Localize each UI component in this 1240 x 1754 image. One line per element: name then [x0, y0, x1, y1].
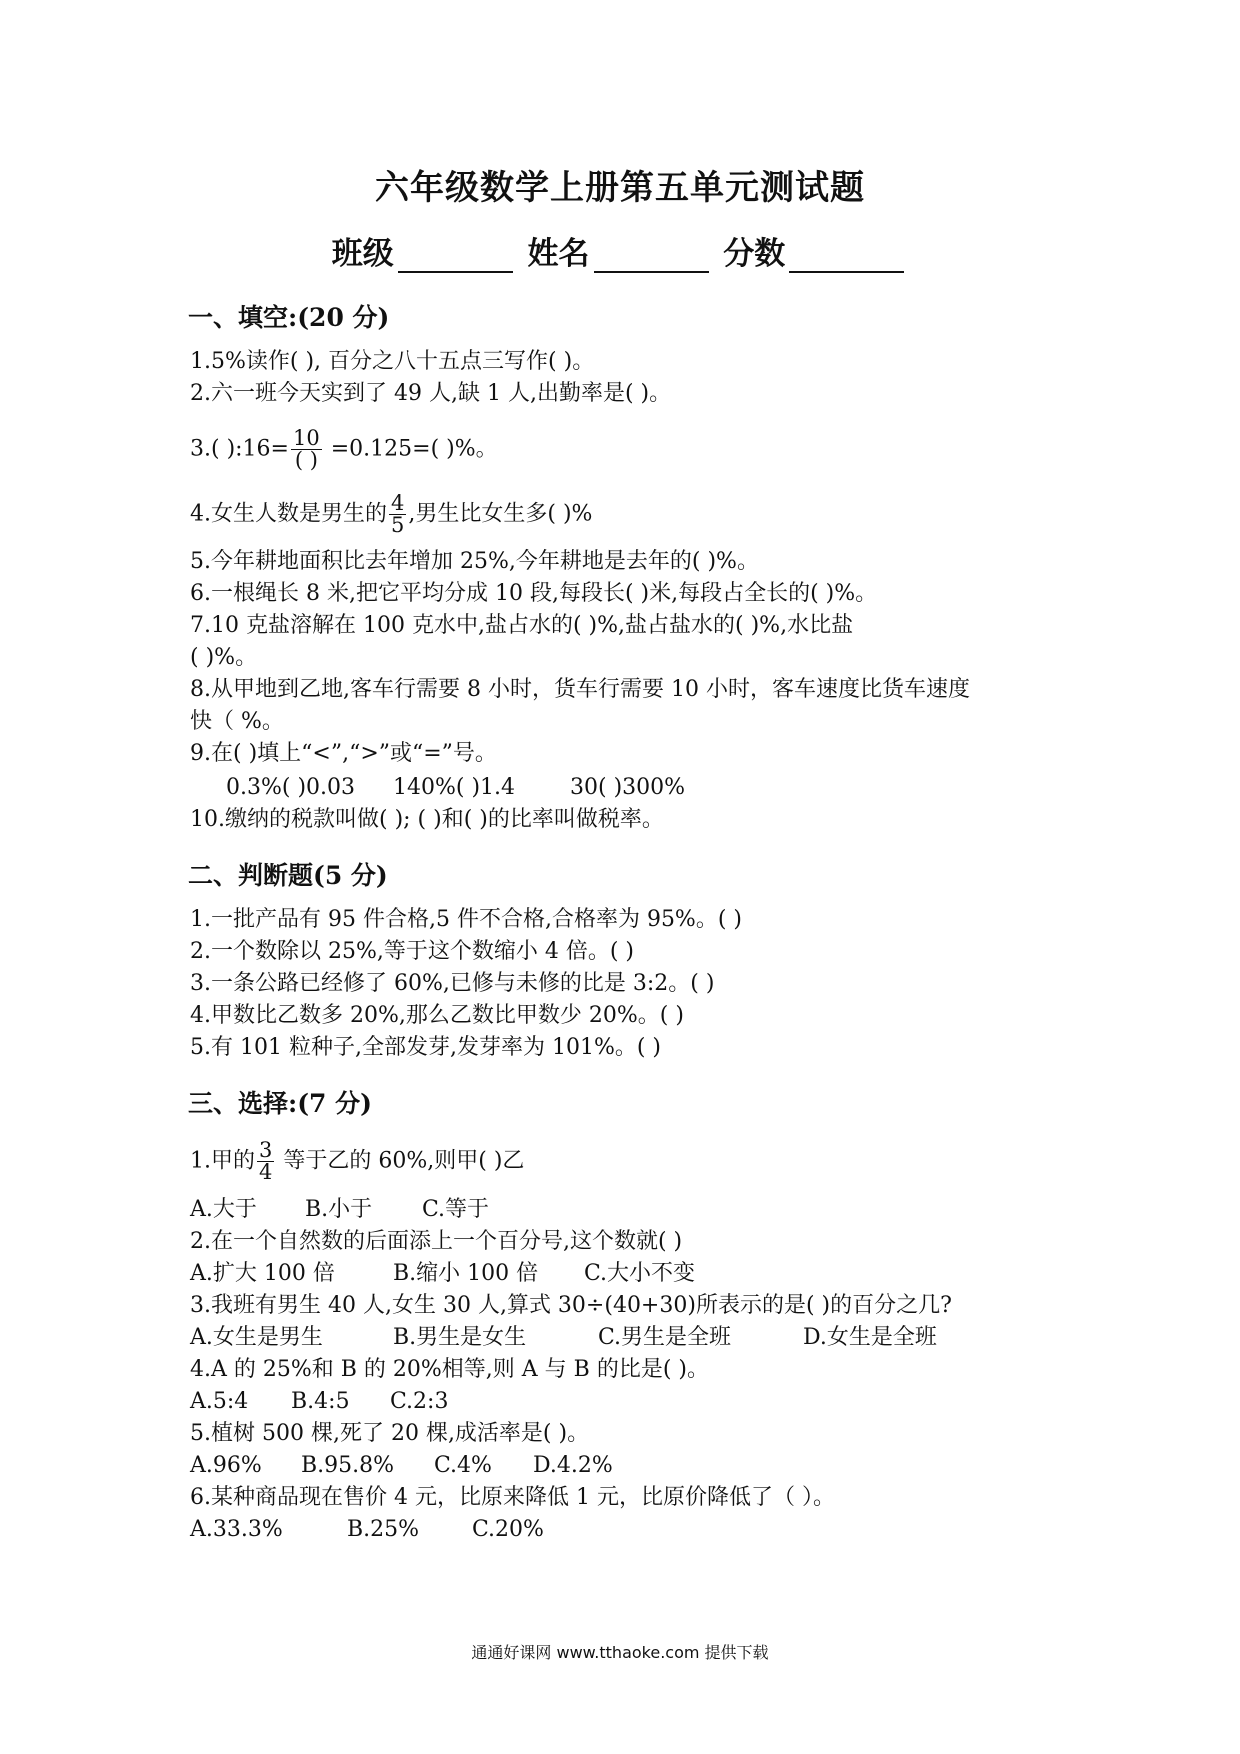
- option: A.女生是男生: [190, 1325, 323, 1350]
- question-1-1: 1.5%读作( ), 百分之八十五点三写作( )。: [190, 349, 595, 374]
- class-blank: [398, 241, 513, 273]
- tf-item-2: 2.一个数除以 25%,等于这个数缩小 4 倍。( ): [190, 939, 635, 964]
- choice-question-1-end: 等于乙的 60%,则甲( )乙: [276, 1148, 525, 1174]
- fraction-numerator: 3: [259, 1138, 273, 1162]
- question-1-7-cont: ( )%。: [190, 645, 258, 670]
- option: C.大小不变: [584, 1261, 696, 1286]
- page-footer: 通通好课网 www.tthaoke.com 提供下载: [471, 1643, 769, 1662]
- choice-options-1: [190, 1196, 489, 1224]
- option: A.33.3%: [190, 1517, 283, 1542]
- question-1-6: 6.一根绳长 8 米,把它平均分成 10 段,每段长( )米,每段占全长的( )%。: [190, 581, 878, 606]
- fraction: [257, 1140, 274, 1183]
- fraction-denominator: ( ): [294, 448, 318, 472]
- option: B.25%: [347, 1517, 420, 1542]
- option: D.4.2%: [533, 1453, 613, 1478]
- option: C.男生是全班: [598, 1325, 732, 1350]
- choice-question-5: 5.植树 500 棵,死了 20 棵,成活率是( )。: [190, 1421, 590, 1446]
- question-1-3-start: 3.( ):16=: [190, 436, 289, 462]
- compare-item: 140%( )1.4: [393, 775, 516, 800]
- compare-item: 30( )300%: [570, 775, 686, 800]
- section-choice-heading: 三、选择:(7 分): [188, 1089, 372, 1118]
- choice-question-4: 4.A 的 25%和 B 的 20%相等,则 A 与 B 的比是( )。: [190, 1357, 709, 1382]
- option: A.96%: [190, 1453, 262, 1478]
- question-1-9-items: [226, 774, 685, 802]
- tf-item-5: 5.有 101 粒种子,全部发芽,发芽率为 101%。( ): [190, 1035, 662, 1060]
- name-label: 姓名: [527, 236, 590, 272]
- question-1-9: 9.在( )填上“<”,“>”或“=”号。: [190, 741, 497, 766]
- question-1-4: [190, 493, 592, 536]
- option: C.等于: [422, 1197, 490, 1222]
- choice-options-5: [190, 1452, 613, 1480]
- choice-options-4: [190, 1388, 448, 1416]
- choice-question-2: 2.在一个自然数的后面添上一个百分号,这个数就( ): [190, 1229, 683, 1254]
- fraction-numerator: 4: [391, 491, 405, 515]
- question-1-4-start: 4.女生人数是男生的: [190, 501, 387, 527]
- option: A.扩大 100 倍: [190, 1261, 335, 1286]
- choice-question-1-start: 1.甲的: [190, 1148, 255, 1174]
- fraction-denominator: 4: [259, 1160, 273, 1184]
- choice-options-6: [190, 1516, 544, 1544]
- question-1-5: 5.今年耕地面积比去年增加 25%,今年耕地是去年的( )%。: [190, 549, 759, 574]
- fraction: [389, 493, 406, 536]
- choice-question-6: 6.某种商品现在售价 4 元，比原来降低 1 元，比原价降低了（ ）。: [190, 1485, 835, 1510]
- question-1-3-end: =0.125=( )%。: [330, 436, 498, 462]
- question-1-4-end: ,男生比女生多( )%: [408, 501, 593, 527]
- option: D.女生是全班: [803, 1325, 937, 1350]
- student-info: [0, 228, 1240, 273]
- option: B.男生是女生: [393, 1325, 527, 1350]
- tf-item-1: 1.一批产品有 95 件合格,5 件不合格,合格率为 95%。( ): [190, 907, 742, 932]
- question-1-2: 2.六一班今天实到了 49 人,缺 1 人,出勤率是( )。: [190, 381, 672, 406]
- option: C.2:3: [390, 1389, 449, 1414]
- option: C.20%: [472, 1517, 544, 1542]
- tf-item-4: 4.甲数比乙数多 20%,那么乙数比甲数少 20%。( ): [190, 1003, 684, 1028]
- fraction-denominator: 5: [391, 513, 405, 537]
- choice-question-1: [190, 1140, 524, 1183]
- choice-options-3: [190, 1324, 937, 1352]
- fraction: [291, 428, 322, 471]
- score-blank: [789, 241, 904, 273]
- option: B.小于: [305, 1197, 373, 1222]
- question-1-3: [190, 428, 498, 471]
- option: B.4:5: [291, 1389, 350, 1414]
- choice-question-3: 3.我班有男生 40 人,女生 30 人,算式 30÷(40+30)所表示的是( )的百分之几?: [190, 1293, 952, 1318]
- question-1-10: 10.缴纳的税款叫做( ); ( )和( )的比率叫做税率。: [190, 807, 664, 832]
- section-true-false-heading: 二、判断题(5 分): [188, 861, 388, 890]
- score-label: 分数: [723, 236, 786, 272]
- question-1-7: 7.10 克盐溶解在 100 克水中,盐占水的( )%,盐占盐水的( )%,水比盐: [190, 613, 854, 638]
- compare-item: 0.3%( )0.03: [226, 775, 356, 800]
- class-label: 班级: [331, 236, 394, 272]
- question-1-8-cont: 快（ %。: [190, 709, 284, 734]
- page-title: 六年级数学上册第五单元测试题: [375, 168, 865, 208]
- option: A.5:4: [190, 1389, 249, 1414]
- name-blank: [594, 241, 709, 273]
- option: B.95.8%: [301, 1453, 395, 1478]
- fraction-numerator: 10: [293, 426, 320, 450]
- tf-item-3: 3.一条公路已经修了 60%,已修与未修的比是 3:2。( ): [190, 971, 715, 996]
- option: B.缩小 100 倍: [393, 1261, 539, 1286]
- choice-options-2: [190, 1260, 695, 1288]
- option: C.4%: [434, 1453, 492, 1478]
- question-1-8: 8.从甲地到乙地,客车行需要 8 小时，货车行需要 10 小时，客车速度比货车速度: [190, 677, 970, 702]
- section-fill-in-heading: 一、填空:(20 分): [188, 303, 390, 332]
- option: A.大于: [190, 1197, 257, 1222]
